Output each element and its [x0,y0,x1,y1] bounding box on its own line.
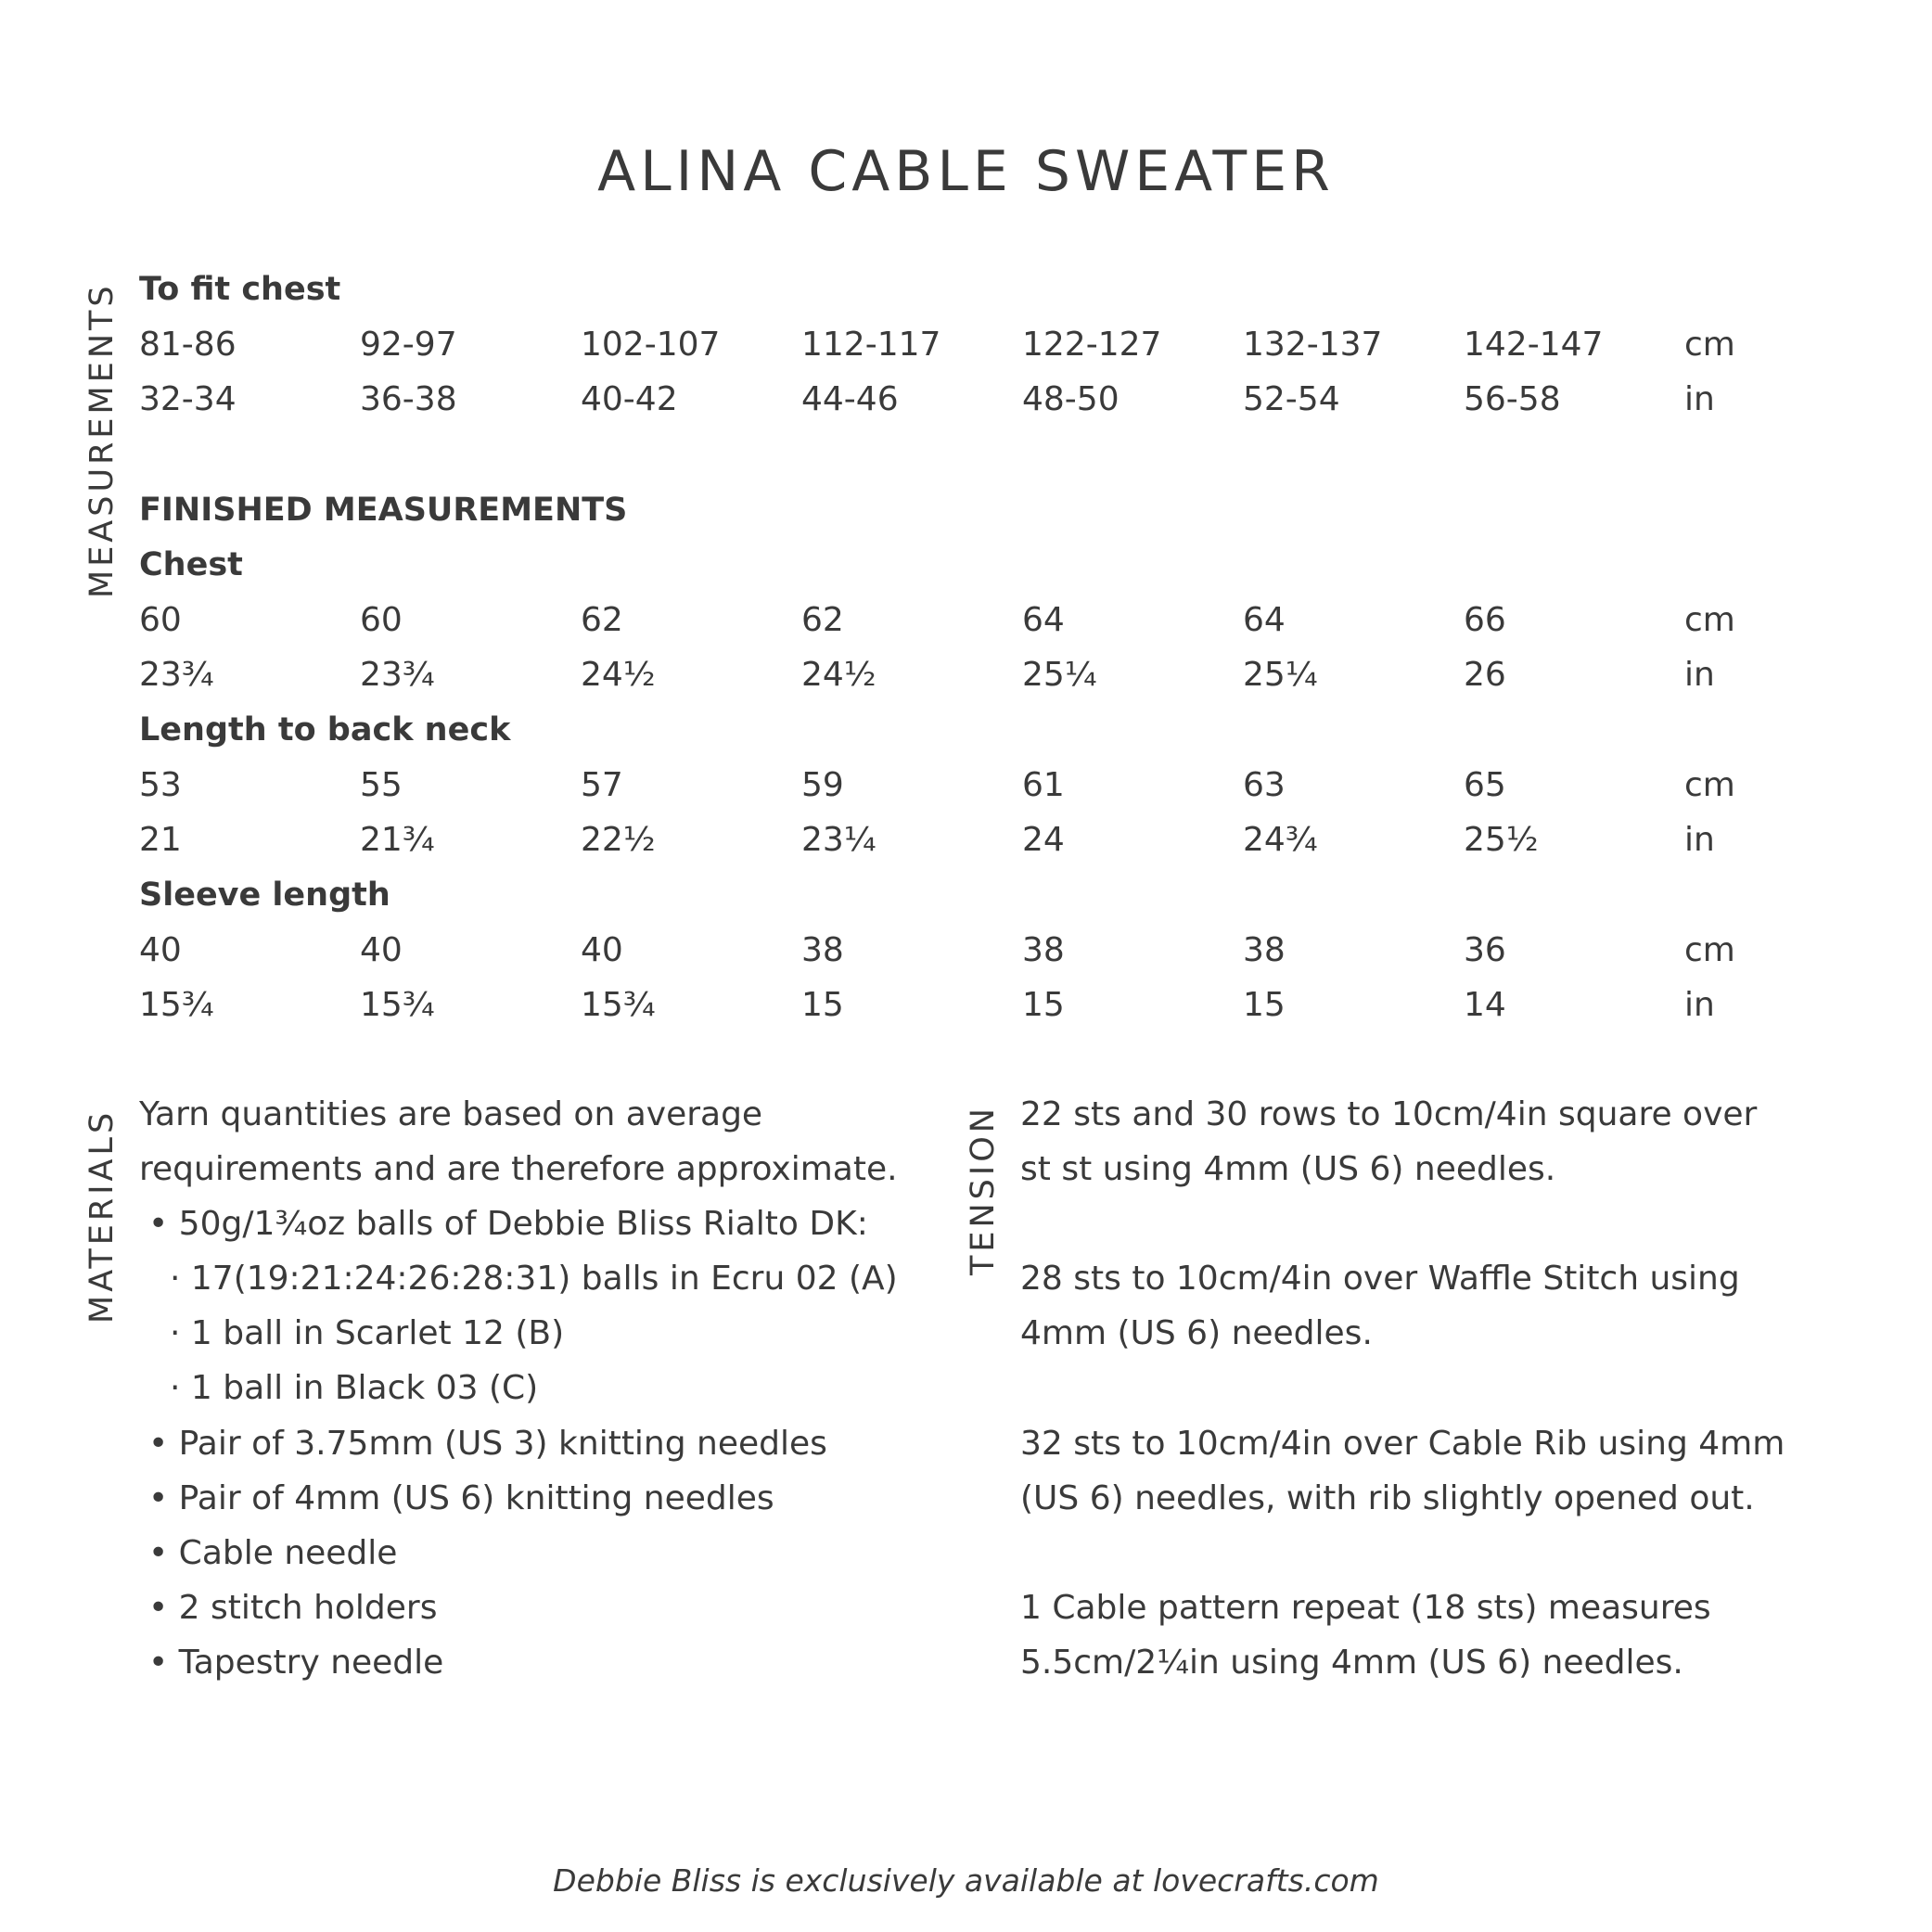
size-cell: 21¾ [360,821,435,859]
tension-line: st st using 4mm (US 6) needles. [1020,1150,1556,1188]
size-cell: 92-97 [360,326,457,364]
size-cell: 25¼ [1243,656,1318,694]
size-cell: 26 [1464,656,1506,694]
materials-item: • 50g/1¾oz balls of Debbie Bliss Rialto DK: [148,1205,868,1243]
unit-cell: cm [1684,326,1735,364]
size-cell: 24¾ [1243,821,1318,859]
size-cell: 65 [1464,766,1506,804]
materials-item: • Pair of 3.75mm (US 3) knitting needles [148,1425,827,1463]
size-cell: 53 [139,766,182,804]
size-cell: 32-34 [139,380,237,418]
materials-subitem: · 1 ball in Black 03 (C) [170,1369,539,1407]
materials-section-label: MATERIALS [83,1108,121,1324]
size-cell: 38 [1022,931,1065,969]
size-cell: 14 [1464,986,1506,1024]
size-cell: 59 [801,766,844,804]
materials-subitem: · 17(19:21:24:26:28:31) balls in Ecru 02 (A) [170,1260,898,1298]
size-cell: 23¼ [801,821,876,859]
materials-item: • Cable needle [148,1534,398,1572]
materials-intro-line-1: Yarn quantities are based on average [139,1095,763,1133]
size-cell: 15¾ [139,986,214,1024]
size-cell: 102-107 [581,326,721,364]
size-cell: 132-137 [1243,326,1383,364]
materials-subitem: · 1 ball in Scarlet 12 (B) [170,1314,565,1352]
tension-line: 4mm (US 6) needles. [1020,1314,1373,1352]
measurements-section-label: MEASUREMENTS [83,282,121,598]
size-cell: 25¼ [1022,656,1097,694]
size-cell: 24½ [801,656,876,694]
size-cell: 55 [360,766,403,804]
chest-heading: Chest [139,546,243,583]
size-cell: 56-58 [1464,380,1561,418]
size-cell: 36 [1464,931,1506,969]
size-cell: 24½ [581,656,656,694]
tension-line: 28 sts to 10cm/4in over Waffle Stitch using [1020,1260,1740,1298]
size-cell: 40-42 [581,380,678,418]
tension-line: 22 sts and 30 rows to 10cm/4in square over [1020,1095,1758,1133]
size-cell: 22½ [581,821,656,859]
tension-line: 1 Cable pattern repeat (18 sts) measures [1020,1589,1711,1627]
size-cell: 40 [360,931,403,969]
length-heading: Length to back neck [139,711,511,748]
materials-item: • Pair of 4mm (US 6) knitting needles [148,1479,774,1517]
size-cell: 15 [1243,986,1286,1024]
size-cell: 15¾ [360,986,435,1024]
size-cell: 112-117 [801,326,941,364]
size-cell: 25½ [1464,821,1539,859]
size-cell: 66 [1464,601,1506,639]
materials-intro-line-2: requirements and are therefore approximate. [139,1150,898,1188]
page-title: ALINA CABLE SWEATER [597,139,1335,204]
sleeve-heading: Sleeve length [139,876,390,914]
size-cell: 81-86 [139,326,237,364]
size-cell: 48-50 [1022,380,1120,418]
size-cell: 38 [1243,931,1286,969]
size-cell: 122-127 [1022,326,1162,364]
tension-line: (US 6) needles, with rib slightly opened out. [1020,1479,1755,1517]
size-cell: 38 [801,931,844,969]
unit-cell: in [1684,986,1715,1024]
size-cell: 52-54 [1243,380,1340,418]
unit-cell: cm [1684,601,1735,639]
size-cell: 57 [581,766,623,804]
unit-cell: in [1684,656,1715,694]
size-cell: 60 [139,601,182,639]
size-cell: 21 [139,821,182,859]
size-cell: 142-147 [1464,326,1604,364]
materials-item: • 2 stitch holders [148,1589,438,1627]
finished-measurements-heading: FINISHED MEASUREMENTS [139,492,628,529]
size-cell: 40 [139,931,182,969]
tension-line: 32 sts to 10cm/4in over Cable Rib using 4mm [1020,1425,1785,1463]
size-cell: 60 [360,601,403,639]
size-cell: 44-46 [801,380,899,418]
size-cell: 15 [801,986,844,1024]
size-cell: 40 [581,931,623,969]
size-cell: 15 [1022,986,1065,1024]
unit-cell: in [1684,380,1715,418]
size-cell: 62 [801,601,844,639]
size-cell: 24 [1022,821,1065,859]
size-cell: 63 [1243,766,1286,804]
size-cell: 23¾ [360,656,435,694]
size-cell: 15¾ [581,986,656,1024]
materials-item: • Tapestry needle [148,1644,444,1682]
size-cell: 61 [1022,766,1065,804]
unit-cell: cm [1684,766,1735,804]
tension-line: 5.5cm/2¼in using 4mm (US 6) needles. [1020,1644,1683,1682]
size-cell: 64 [1243,601,1286,639]
unit-cell: in [1684,821,1715,859]
footer-note: Debbie Bliss is exclusively available at lovecrafts.com [553,1862,1379,1899]
size-cell: 23¾ [139,656,214,694]
tension-section-label: TENSION [965,1105,1002,1275]
size-cell: 62 [581,601,623,639]
unit-cell: cm [1684,931,1735,969]
to-fit-chest-heading: To fit chest [139,271,341,308]
size-cell: 64 [1022,601,1065,639]
size-cell: 36-38 [360,380,457,418]
